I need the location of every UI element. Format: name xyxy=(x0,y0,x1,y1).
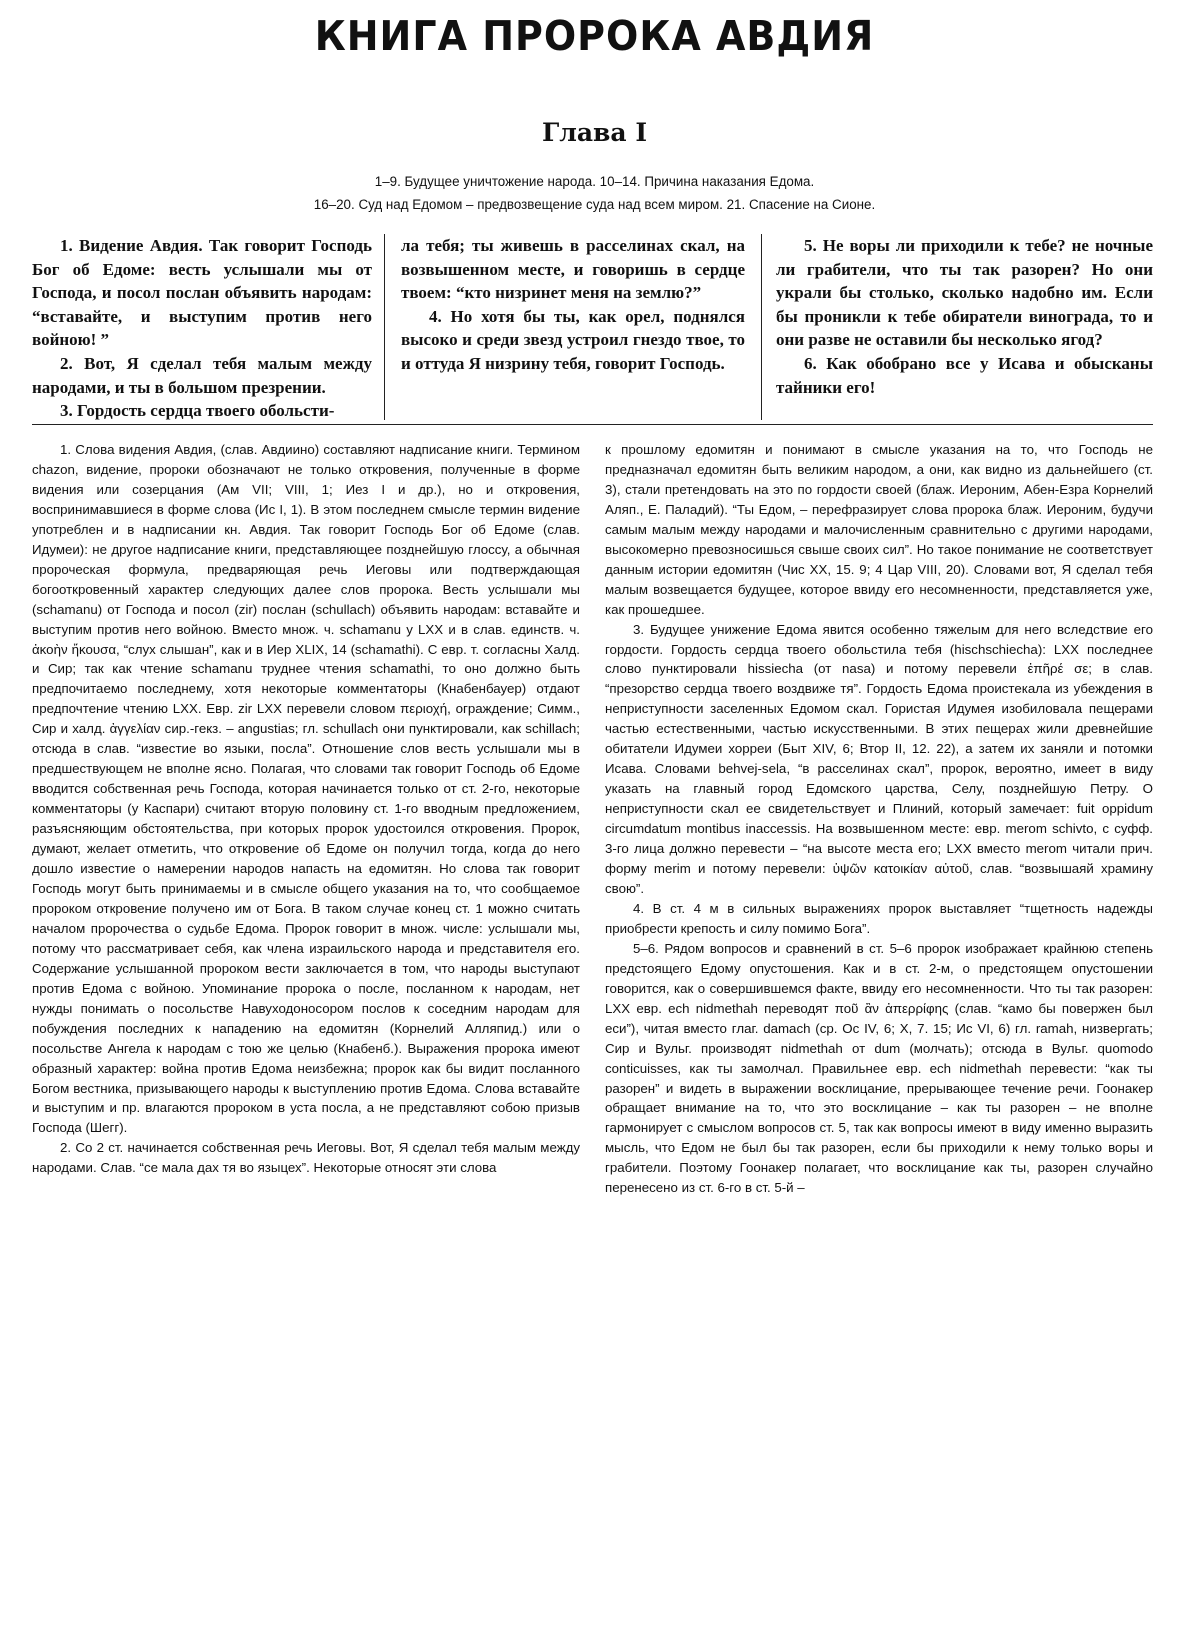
book-title: КНИГА ПРОРОКА АВДИЯ xyxy=(314,12,875,60)
chapter-summary-line-2: 16–20. Суд над Едомом – предвозвещение суда над всем миром. 21. Спасение на Сионе. xyxy=(313,197,876,212)
verse-paragraph: ла тебя; ты живешь в расселинах скал, на возвышенном месте, и говоришь в сердце твоем: “кто низринет меня на землю?” xyxy=(401,236,745,303)
commentary-column-1 xyxy=(32,440,580,1600)
commentary-paragraph: 1. Слова видения Авдия, (слав. Авдиино) составляют надписание книги. Термином chazon, видение, пророки обозначают не только откровения, полученные в форме видения или созерцания (Ам VII; VIII, 1; Иез I и др.), но и откровения, воспринимавшиеся в форме слова (Ис I, 1). В этом последнем смысле термин видение употреблен и в надписании кн. Авдия. Так говорит Господь Бог об Едоме (слав. Идумеи): не другое надписание книги, представляющее позднейшую глоссу, а обычная пророческая формула, предваряющая речь Иеговы или подтверждающая богооткровенный характер следующих далее слов пророка. Весть услышали мы (schamanu) от Господа и посол (zir) послан (schullach) объявить народам: вставайте и выступим против него войною. Вместо множ. ч. schamanu у LXX и в слав. единств. ч. ἀκοὴν ἤκουσα, “слух слышан”, как и в Иер XLIX, 14 (schamathi). С евр. т. согласны Халд. и Сир; так как чтение schamanu труднее чтения schamathi, то оно должно быть предпочитаемо последнему, хотя некоторые комментаторы (Кнабенбауер) отдают предпочтение чтению LXX. Евр. zir LXX перевели словом περιοχή, ограждение; Симм., Сир и халд. ἀγγελίαν сир.-гекз. – angustias; гл. schullach они пунктировали, как schillach; отсюда в слав. “известие во языки, посла”. Отношение слов весть услышали мы в предшествующем не вполне ясно. Полагая, что словами так говорит Господь об Едоме вводится собственная речь Господа, которая начинается только от ст. 2-го, некоторые комментаторы (у Каспари) считают вторую половину ст. 1-го вводным предложением, разъясняющим обстоятельства, при которых пророк удостоился откровения. Пророк, думают, желает отметить, что откровение об Едоме он получил тогда, когда до него дошло известие о намерении народов напасть на едомитян. Но слова так говорит Господь могут быть принимаемы и в смысле общего указания на то, что сообщаемое пророком откровение получено им от Бога. В таком случае конец ст. 1 можно считать началом пророчества о судьбе Едома. Пророк говорит в множ. числе: услышали мы, потому что рассматривает себя, как члена израильского народа и представителя его. Содержание услышанной пророком вести заключается в том, что народы выступают против Едома с войною. Упоминание пророка о после, посланном к народам, нет нужды понимать о посольстве Навуходоносором послов к соседним народам для побуждения последних к нападению на едомитян (Корнелий Алляпид.) или о посольстве Ангела к народам с тою же целью (Кнабенб.). Выражения пророка имеют образный характер: война против Едома неизбежна; пророк как бы видит посланного Богом вестника, призывающего народы к выступлению против Едома. Слова вставайте и выступим и пр. влагаются пророком в уста посла, а не представляют собою призыв Господа (Шегг). xyxy=(32,442,580,1136)
chapter-title: Глава I xyxy=(541,118,648,147)
verse-paragraph: 1. Видение Авдия. Так говорит Господь Бог об Едоме: весть услышали мы от Господа, и посол послан объявить народам: “вставайте, и выступим против него войною! ” xyxy=(32,236,372,350)
verse-paragraph: 6. Как обобрано все у Исава и обысканы тайники его! xyxy=(776,353,1153,397)
verse-paragraph: 4. Но хотя бы ты, как орел, поднялся высоко и среди звезд устроил гнездо твое, то и оттуда Я низрину тебя, говорит Господь. xyxy=(401,306,745,373)
commentary-paragraph: 4. В ст. 4 м в сильных выражениях пророк выставляет “тщетность надежды приобрести крепость и силу помимо Бога”. xyxy=(605,900,1153,936)
commentary xyxy=(32,440,1153,1600)
section-divider xyxy=(32,424,1153,425)
verse-paragraph: 2. Вот, Я сделал тебя малым между народами, и ты в большом презрении. xyxy=(32,353,372,397)
bible-text xyxy=(32,234,1153,420)
verse-column-3 xyxy=(762,234,1153,420)
verse-column-2 xyxy=(384,234,762,420)
commentary-column-2 xyxy=(605,440,1153,1600)
chapter-summary-line-1: 1–9. Будущее уничтожение народа. 10–14. Причина наказания Едома. xyxy=(374,174,815,189)
commentary-paragraph: 2. Со 2 ст. начинается собственная речь Иеговы. Вот, Я сделал тебя малым между народами. Слав. “се мала дах тя во языцех”. Некоторые относят эти слова xyxy=(32,1140,580,1176)
commentary-paragraph: 5–6. Рядом вопросов и сравнений в ст. 5–6 пророк изображает крайнюю степень предстоящего Едому опустошения. Как и в ст. 2-м, о предстоящем опустошении говорится, как о совершившемся факте, ввиду его несомненности. Что ты так разорен: LXX евр. ech nidmethah переводят ποῦ ἂν ἀπερρίφης (слав. “камо бы повержен был еси”), читая вместо глаг. damach (ср. Ос IV, 6; X, 7. 15; Ис VI, 6) гл. ramah, низвергать; Сир и Вульг. производят nidmethah от dum (молчать); отсюда в Вульг. quomodo conticuisses, как ты замолчал. Правильнее евр. ech nidmethah перевести: “как ты разорен” и видеть в выражении восклицание, прерывающее течение речи. Гоонакер обращает внимание на то, что это восклицание – как ты разорен – не вполне гармонирует с смыслом вопросов ст. 5, так как вопросы имеют в виду именно выразить мысль, что Едом не был бы так разорен, если бы приходили к нему только воры и грабители. Поэтому Гоонакер полагает, что восклицание как ты, разорен случайно перенесено из ст. 6-го в ст. 5-й – xyxy=(605,940,1153,1196)
verse-column-1 xyxy=(32,234,384,420)
verse-paragraph: 3. Гордость сердца твоего обольсти- xyxy=(60,401,335,421)
commentary-paragraph: к прошлому едомитян и понимают в смысле указания на то, что Господь не предназначал едомитян быть великим народом, а они, как видно из дальнейшего (ст. 3), стали претендовать на это по гордости своей (блаж. Иероним, Абен-Езра Корнелий Аляп., Е. Паладий). “Ты Едом, – перефразирует слова пророка блаж. Иероним, будучи самым малым между народами и малочисленным сравнительно с другими народами, высокомерно превозносишься свыше своих сил”. Но такое понимание не соответствует данным истории едомитян (Чис XX, 15. 9; 4 Цар VIII, 20). Словами вот, Я сделал тебя малым возвещается будущее, которое ввиду его несомненности, представляется уже, как прошедшее. xyxy=(605,442,1153,617)
commentary-paragraph: 3. Будущее унижение Едома явится особенно тяжелым для него вследствие его гордости. Гордость сердца твоего обольстила тебя (hischschiecha): LXX последнее слово пунктировали hissiecha (от nasa) и потому перевели ἐπῆρέ σε; в слав. “презорство сердца твоего воздвиже тя”. Гордость Едома проистекала из убеждения в неприступности заселенных Едомом скал. Гористая Идумея изобиловала пещерами частью естественными, частью искусственными. В этих пещерах жили древнейшие обитатели Идумеи хорреи (Быт XIV, 6; Втор II, 12. 22), а затем их заняли и потомки Исава. Словами behvej-sela, “в расселинах скал”, пророк, вероятно, имеет в виду указать на главный город Едомского царства, Селу, позднейшую Петру. О неприступности скал ее свидетельствует и Плиний, который замечает: fuit oppidum circumdatum montibus inaccessis. На возвышенном месте: евр. merom schivto, с суфф. 3-го лица должно перевести – “на высоте места его; LXX вместо merom читали прич. форму merim и потому перевели: ὑψῶν κατοικίαν αὐτοῦ, слав. “возвышаяй храмину свою”. xyxy=(605,621,1153,896)
verse-paragraph: 5. Не воры ли приходили к тебе? не ночные ли грабители, что ты так разорен? Но они украли бы столько, сколько надобно им. Если бы проникли к тебе обиратели винограда, то и они разве не оставили бы несколько ягод? xyxy=(776,236,1153,350)
